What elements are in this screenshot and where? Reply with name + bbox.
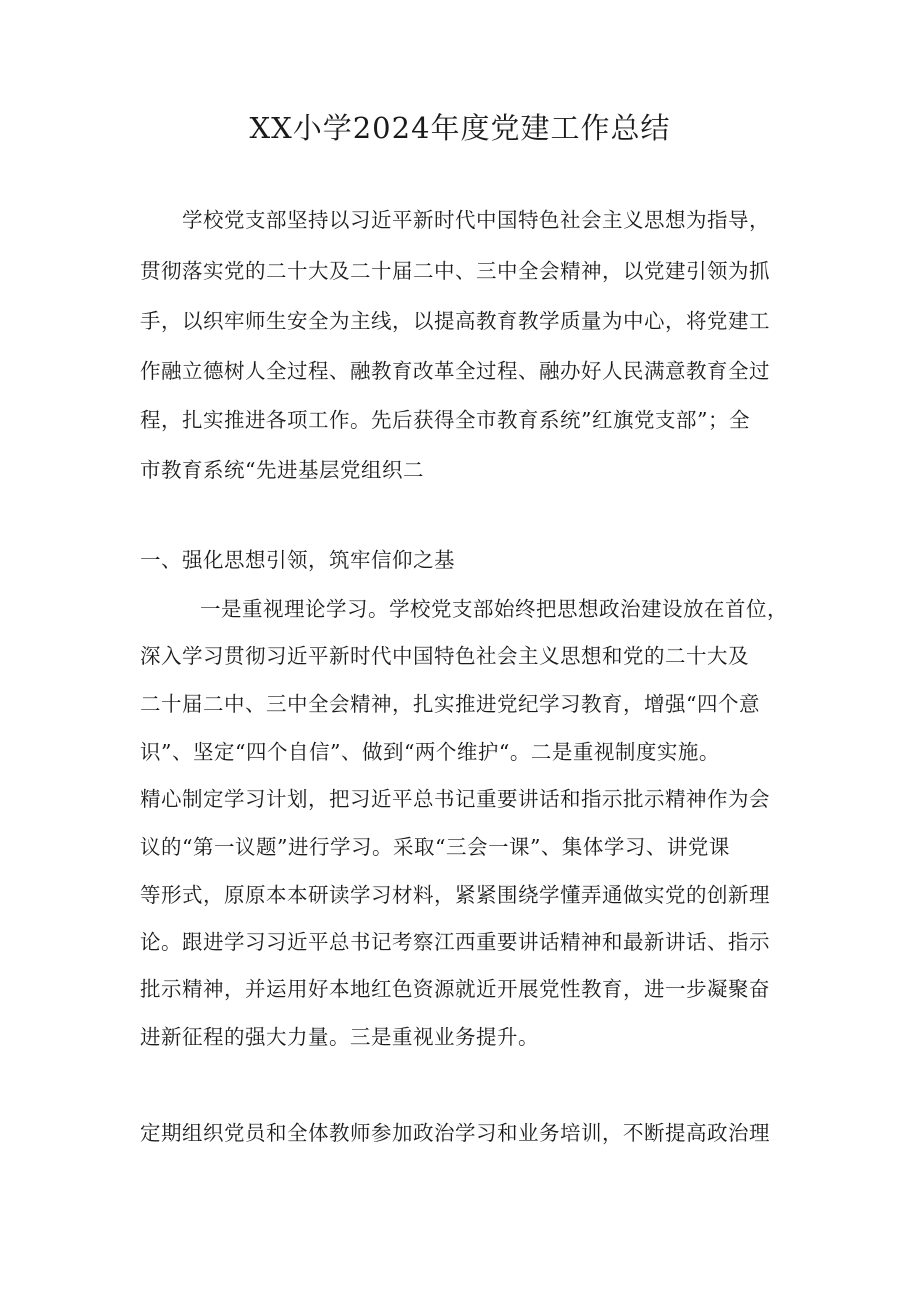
- body-line: 批示精神，并运用好本地红色资源就近开展党性教育，进一步凝聚奋: [140, 977, 770, 1001]
- body-line: 精心制定学习计划，把习近平总书记重要讲话和指示批示精神作为会: [140, 787, 770, 811]
- intro-line: 手，以织牢师生安全为主线，以提高教育教学质量为中心，将党建工: [140, 309, 770, 333]
- intro-line: 贯彻落实党的二十大及二十届二中、三中全会精神，以党建引领为抓: [140, 259, 770, 283]
- body-line: 一是重视理论学习。学校党支部始终把思想政治建设放在首位，: [200, 597, 788, 621]
- body-line: 定期组织党员和全体教师参加政治学习和业务培训，不断提高政治理: [140, 1121, 770, 1145]
- body-line: 进新征程的强大力量。三是重视业务提升。: [140, 1025, 539, 1049]
- document-title: XX小学2024年度党建工作总结: [249, 111, 671, 145]
- body-line: 论。跟进学习习近平总书记考察江西重要讲话精神和最新讲话、指示: [140, 930, 770, 954]
- body-line: 识”、坚定“四个自信”、做到“两个维护“。二是重视制度实施。: [140, 740, 720, 764]
- body-line: 深入学习贯彻习近平新时代中国特色社会主义思想和党的二十大及: [140, 644, 749, 668]
- intro-line: 市教育系统“先进基层党组织二: [140, 458, 424, 482]
- body-line: 议的“第一议题”进行学习。采取“三会一课”、集体学习、讲党课: [140, 835, 730, 859]
- intro-line: 程，扎实推进各项工作。先后获得全市教育系统”红旗党支部”；全: [140, 408, 750, 432]
- intro-line: 学校党支部坚持以习近平新时代中国特色社会主义思想为指导，: [182, 208, 770, 232]
- section-heading: 一、强化思想引领，筑牢信仰之基: [140, 548, 455, 572]
- body-line: 等形式，原原本本研读学习材料，紧紧围绕学懂弄通做实党的创新理: [140, 883, 770, 907]
- intro-line: 作融立德树人全过程、融教育改革全过程、融办好人民满意教育全过: [140, 359, 770, 383]
- body-line: 二十届二中、三中全会精神，扎实推进党纪学习教育，增强“四个意: [140, 692, 760, 716]
